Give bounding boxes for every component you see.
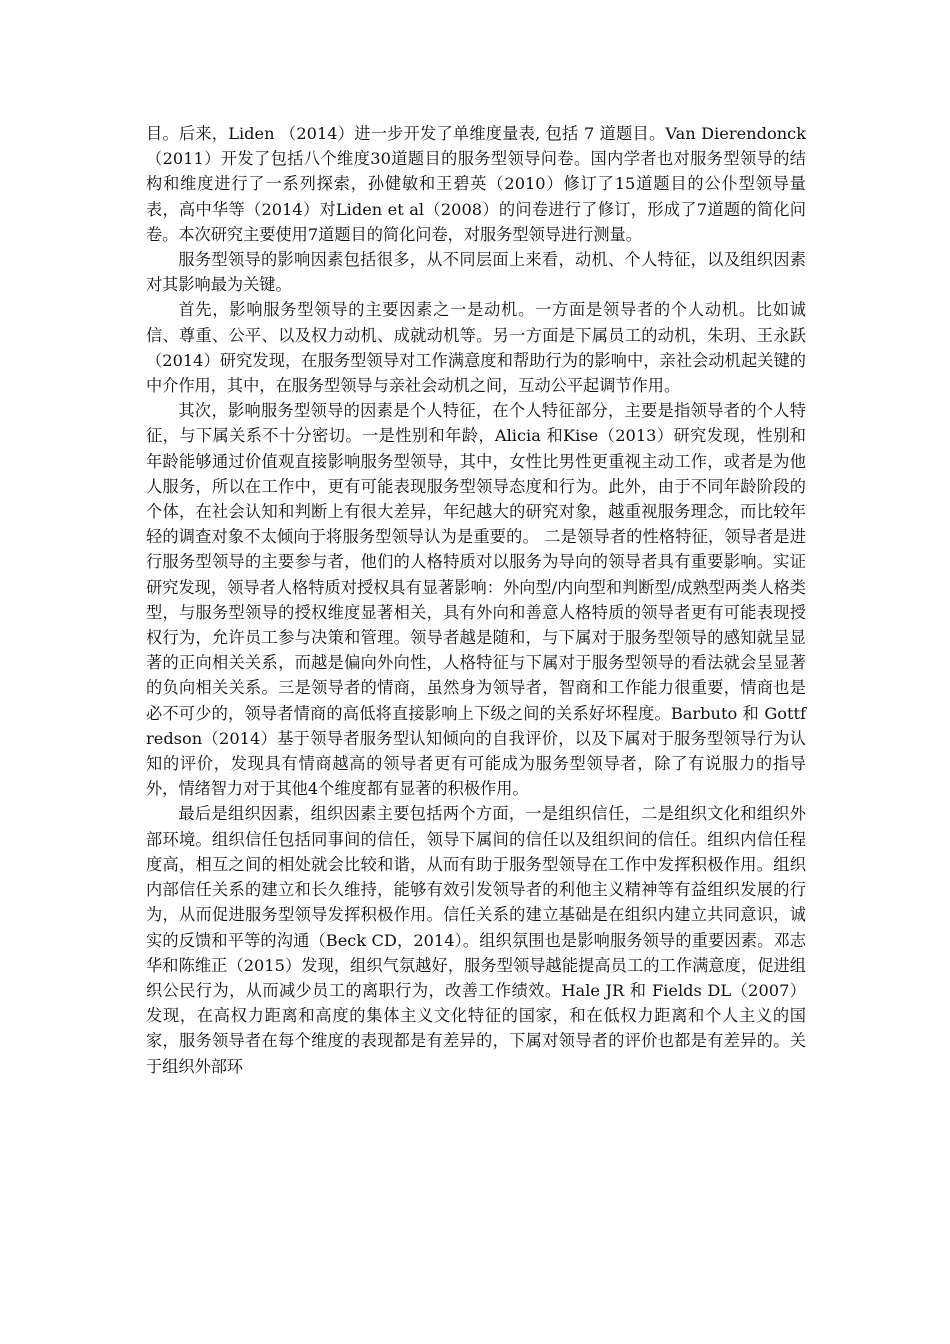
paragraph-1: 目。后来，Liden （2014）进一步开发了单维度量表, 包括 7 道题目。Van Dierendonck（2011）开发了包括八个维度30道题目的服务型领导问卷。国内学者也对服务型领导的结构和维度进行了一系列探索，孙健敏和王碧英（2010）修订了15道题目的公仆型领导量表，高中华等（2014）对Liden et al（2008）的问卷进行了修订，形成了7道题的简化问卷。本次研究主要使用7道题目的简化问卷，对服务型领导进行测量。 bbox=[146, 124, 806, 244]
paragraph-4: 其次，影响服务型领导的因素是个人特征，在个人特征部分，主要是指领导者的个人特征，与下属关系不十分密切。一是性别和年龄，Alicia 和Kise（2013）研究发现，性别和年龄能够通过价值观直接影响服务型领导，其中，女性比男性更重视主动工作，或者是为他人服务，所以在工作中，更有可能表现服务型领导态度和行为。此外，由于不同年龄阶段的个体，在社会认知和判断上有很大差异，年纪越大的研究对象，越重视服务理念，而比较年轻的调查对象不太倾向于将服务型领导认为是重要的。 二是领导者的性格特征，领导者是进行服务型领导的主要参与者，他们的人格特质对以服务为导向的领导者具有重要影响。实证研究发现，领导者人格特质对授权具有显著影响：外向型/内向型和判断型/成熟型两类人格类型，与服务型领导的授权维度显著相关，具有外向和善意人格特质的领导者更有可能表现授权行为，允许员工参与决策和管理。领导者越是随和，与下属对于服务型领导的感知就呈显著的正向相关关系，而越是偏向外向性，人格特征与下属对于服务型领导的看法就会呈显著的负向相关关系。三是领导者的情商，虽然身为领导者，智商和工作能力很重要，情商也是必不可少的，领导者情商的高低将直接影响上下级之间的关系好坏程度。Barbuto 和 Gottfredson（2014）基于领导者服务型认知倾向的自我评价，以及下属对于服务型领导行为认知的评价，发现具有情商越高的领导者更有可能成为服务型领导者，除了有说服力的指导外，情绪智力对于其他4个维度都有显著的积极作用。 bbox=[146, 401, 806, 799]
paragraph-2: 服务型领导的影响因素包括很多，从不同层面上来看，动机、个人特征，以及组织因素对其影响最为关键。 bbox=[146, 250, 806, 295]
document-body bbox=[146, 121, 806, 1079]
paragraph-3: 首先，影响服务型领导的主要因素之一是动机。一方面是领导者的个人动机。比如诚信、尊重、公平、以及权力动机、成就动机等。另一方面是下属员工的动机，朱玥、王永跃（2014）研究发现，在服务型领导对工作满意度和帮助行为的影响中，亲社会动机起关键的中介作用，其中，在服务型领导与亲社会动机之间，互动公平起调节作用。 bbox=[146, 300, 806, 396]
paragraph-5: 最后是组织因素，组织因素主要包括两个方面，一是组织信任，二是组织文化和组织外部环境。组织信任包括同事间的信任，领导下属间的信任以及组织间的信任。组织内信任程度高，相互之间的相处就会比较和谐，从而有助于服务型领导在工作中发挥积极作用。组织内部信任关系的建立和长久维持，能够有效引发领导者的利他主义精神等有益组织发展的行为，从而促进服务型领导发挥积极作用。信任关系的建立基础是在组织内建立共同意识，诚实的反馈和平等的沟通（Beck CD，2014）。组织氛围也是影响服务领导的重要因素。邓志华和陈维正（2015）发现，组织气氛越好，服务型领导越能提高员工的工作满意度，促进组织公民行为，从而减少员工的离职行为，改善工作绩效。Hale JR 和 Fields DL（2007）发现，在高权力距离和高度的集体主义文化特征的国家，和在低权力距离和个人主义的国家，服务领导者在每个维度的表现都是有差异的，下属对领导者的评价也都是有差异的。关于组织外部环 bbox=[146, 804, 807, 1076]
